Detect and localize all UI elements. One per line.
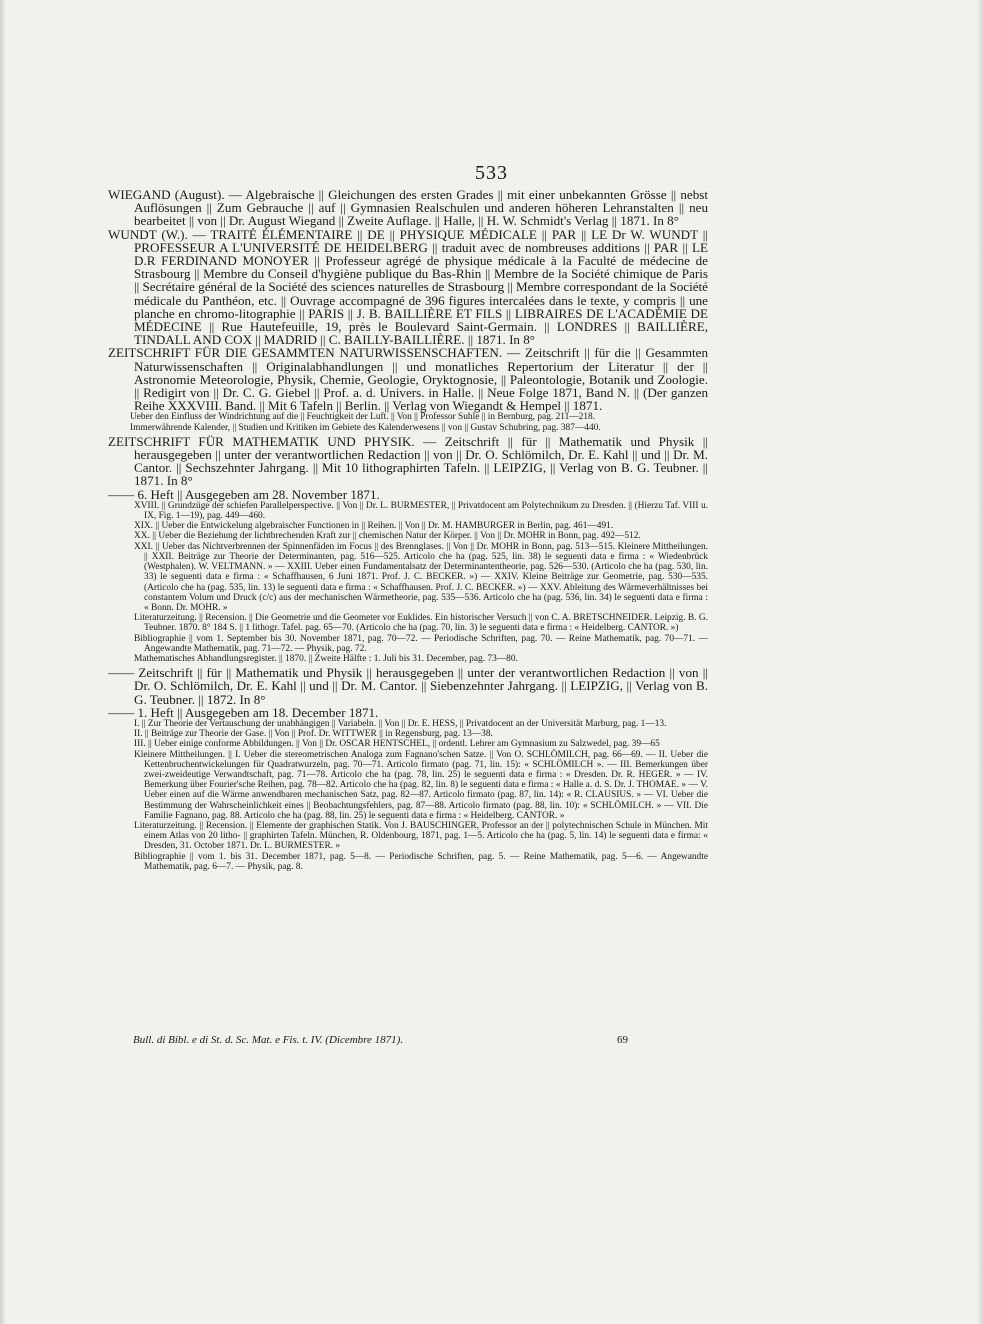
entry-wundt: WUNDT (W.). — TRAITÉ ÉLÉMENTAIRE || DE || PHYSIQUE MÉDICALE || PAR || LE Dr W. WUNDT || PROFESSEUR A L'UNIVERSITÉ DE HEIDELBERG || traduit avec de nombreuses additions || PAR || LE D.R FERDINAND MONOYER || Professeur agrégé de physique médicale à la Faculté de médecine de Strasbourg || Membre du Conseil d'hygiène publique du Bas-Rhin || Membre de la Société chimique de Paris || Secrétaire général de la Société des sciences naturelles de Strasbourg || Membre correspondant de la Société médicale du Panthéon, etc. || Ouvrage accompagné de 396 figures intercalées dans le texte, y compris || une planche en chromo-litographie || PARIS || J. B. BAILLIÈRE ET FILS || LIBRAIRES DE L'ACADÉMIE DE MÉDECINE || Rue Hautefeuille, 19, près le Boulevard Saint-Germain. || LONDRES || BAILLIÈRE, TINDALL AND COX || MADRID || C. BAILLY-BAILLIÈRE. || 1871. In 8° [108, 226, 708, 348]
article-xx: XX. || Ueber die Beziehung der lichtbrechenden Kraft zur || chemischen Natur der Körper. || Von || Dr. MOHR in Bonn, pag. 492—512. [134, 531, 641, 542]
entry-zeitschrift-mathematik-1872: —— Zeitschrift || für || Mathematik und Physik || herausgegeben || unter der verantwortlichen Redaction || von || Dr. O. Schlömilch, Dr. E. Kahl || und || Dr. M. Cantor. || Siebenzehnter Jahrgang. || LEIPZIG, || Verlag von B. G. Teubner. || 1872. In 8° [108, 665, 708, 707]
kleinere-mittheilungen: Kleinere Mittheilungen. || I. Ueber die stereometrischen Analoga zum Fagnano'schen Satze. || Von O. SCHLÖMILCH, pag. 66—69. — II. Ueber die Kettenbruchentwickelungen für Quadratwurzeln, pag. 70—71. Articolo firmato (pag. 71, lin. 15): « SCHLÖMILCH ». — III. Bemerkungen über zwei-zweideutige Verwandtschaft, pag. 71—78. Articolo che ha (pag. 78, lin. 25) le seguenti data e firma : « Dresden. Dr. R. HEGER. » — IV. Bemerkung über Fourier'sche Reihen, pag. 78—82. Articolo che ha (pag. 82, lin. 8) le seguenti data e firma : « Halle a. d. S. Dr. J. THOMAE. » — V. Ueber einen auf die Wärme anwendbaren mechanischen Satz, pag. 82—87. Articolo firmato (pag. 87, lin. 14): « R. CLAUSIUS. » — VI. Ueber die Bestimmung der Wahrscheinlichkeit eines || Beobachtungsfehlers, pag. 87—88. Articolo firmato (pag. 88, lin. 10): « SCHLÖMILCH. » — VII. Die Familie Fagnano, pag. 88. Articolo che ha (pag. 88, lin. 25) le seguenti data e firma : « Heidelberg. CANTOR. » [134, 749, 708, 821]
page-number: 533 [475, 162, 508, 184]
article-ii: II. || Beiträge zur Theorie der Gase. || Von || Prof. Dr. WITTWER || in Regensburg, pag. 13—38. [134, 729, 493, 740]
issue-heading-1: —— 1. Heft || Ausgegeben am 18. December 1871. [108, 704, 379, 720]
literaturzeitung-1: Literaturzeitung. || Recension. || Die Geometrie und die Geometer vor Euklides. Ein historischer Versuch || von C. A. BRETSCHNEIDER. Leipzig. B. G. Teubner. 1870. 8° 184 S. || 1 lithogr. Tafel. pag. 65—70. (Articolo che ha (pag. 70, lin. 3) le seguenti data e firma : « Heidelberg. CANTOR. ») [134, 613, 708, 634]
scan-edge-right [977, 0, 983, 1324]
scan-edge-left [0, 0, 6, 1324]
article-xviii: XVIII. || Grundzüge der schiefen Parallelperspective. || Von || Dr. L. BURMESTER, || Privatdocent am Polytechnikum zu Dresden. || (Hierzu Taf. VIII u. IX, Fig. 1—19), pag. 449—460. [134, 500, 708, 522]
article-i: I. || Zur Theorie der Vertauschung der unabhängigen || Variabeln. || Von || Dr. E. HESS, || Privatdocent an der Universität Marburg, pag. 1—13. [134, 718, 667, 729]
article-xxi: XXI. || Ueber das Nichtverbrennen der Spinnenfäden im Focus || des Brennglases. || Von || Dr. MOHR in Bonn, pag. 513—515. Kleinere Mittheilungen. || XXII. Beiträge zur Theorie der Determinanten, pag. 516—525. Articolo che ha (pag. 525, lin. 38) le seguenti data e firma : « Wiedenbrück (Westphalen). W. VELTMANN. » — XXIII. Ueber einen Fundamentalsatz der Determinantentheorie, pag. 526—530. (Articolo che ha (pag. 530, lin. 33) le seguenti data e firma : « Schaffhausen, 6 Juni 1871. Prof. J. C. BECKER. ») — XXIV. Kleine Beiträge zur Geometrie, pag. 530—535. (Articolo che ha (pag. 535, lin. 13) le seguenti data e firma : « Schaffhausen. Prof. J. C. BECKER. ») — XXV. Ableitung des Wärmeverhältnisses bei constantem Volum und Druck (c/c) aus der mechanischen Wärmetheorie, pag. 535—536. Articolo che ha (pag. 536, lin. 34) le seguenti data e firma : « Bonn. Dr. MOHR. » [134, 541, 708, 613]
abhandlungsregister: Mathematisches Abhandlungsregister. || 1870. || Zweite Hälfte : 1. Juli bis 31. December, pag. 73—80. [134, 653, 518, 664]
issue-heading-6: —— 6. Heft || Ausgegeben am 28. November 1871. [108, 486, 380, 502]
entry-zeitschrift-naturwissenschaften: ZEITSCHRIFT FÜR DIE GESAMMTEN NATURWISSENSCHAFTEN. — Zeitschrift || für die || Gesammten Naturwissenschaften || Originalabhandlungen || und monatliches Repertorium der Literatur || der || Astronomie Meteorologie, Physik, Chemie, Geologie, Oryktognosie, || Paleontologie, Botanik und Zoologie. || Redigirt von || Dr. C. G. Giebel || Prof. a. d. Univers. in Halle. || Neue Folge 1871, Band N. || (Der ganzen Reihe XXXVIII. Band. || Mit 6 Tafeln || Berlin. || Verlag von Wiegandt & Hempel || 1871. [108, 345, 708, 414]
bibliographie-1: Bibliographie || vom 1. September bis 30. November 1871, pag. 70—72. — Periodische Schriften, pag. 70. — Reine Mathematik, pag. 70—71. — Angewandte Mathematik, pag. 71—72. — Physik, pag. 72. [134, 633, 708, 654]
entry-wiegand: WIEGAND (August). — Algebraische || Gleichungen des ersten Grades || mit einer unbekannten Grösse || nebst Auflösungen || Zum Gebrauche || auf || Gymnasien Realschulen und anderen höheren Lehranstalten || neu bearbeitet || von || Dr. August Wiegand || Zweite Auflage. || Halle, || H. W. Schmidt's Verlag || 1871. In 8° [108, 187, 708, 229]
footer-citation: Bull. di Bibl. e di St. d. Sc. Mat. e Fis. t. IV. (Dicembre 1871). [133, 1034, 404, 1046]
bibliographie-2: Bibliographie || vom 1. bis 31. December 1871, pag. 5—8. — Periodische Schriften, pag. 5. — Reine Mathematik, pag. 5—6. — Angewandte Mathematik, pag. 6—7. — Physik, pag. 8. [134, 851, 708, 872]
sub-entry-suhle: Ueber den Einfluss der Windrichtung auf die || Feuchtigkeit der Luft. || Von || Professor Suhle || in Bernburg, pag. 211—218. [130, 412, 596, 423]
entry-zeitschrift-mathematik: ZEITSCHRIFT FÜR MATHEMATIK UND PHYSIK. — Zeitschrift || für || Mathematik und Physik || herausgegeben || unter der verantwortlichen Redaction || von || Dr. O. Schlömilch, Dr. E. Kahl || und || Dr. M. Cantor. || Sechszehnter Jahrgang. || Mit 10 lithographirten Tafeln. || LEIPZIG, || Verlag von B. G. Teubner. || 1871. In 8° [108, 433, 708, 489]
bibliography-column [108, 188, 708, 872]
article-iii: III. || Ueber einige conforme Abbildungen. || Von || Dr. OSCAR HENTSCHEL, || ordentl. Lehrer am Gymnasium zu Salzwedel, pag. 39—65 [134, 739, 660, 750]
literaturzeitung-2: Literaturzeitung. || Recension. || Elemente der graphischen Statik. Von J. BAUSCHINGER, Professor an der || polytechnischen Schule in München. Mit einem Atlas von 20 litho- || graphirten Tafeln. München, R. Oldenbourg, 1871, pag. 1—5. Articolo che ha (pag. 5, lin. 14) le seguenti data e firma: « Dresden, 31. October 1871. Dr. L. BURMESTER. » [134, 820, 708, 852]
article-xix: XIX. || Ueber die Entwickelung algebraischer Functionen in || Reihen. || Von || Dr. M. HAMBURGER in Berlin, pag. 461—491. [134, 521, 614, 532]
footer-signature: 69 [617, 1034, 628, 1046]
sub-entry-schubring: Immerwährende Kalender, || Studien und Kritiken im Gebiete des Kalenderwesens || von || Gustav Schubring, pag. 387—440. [130, 422, 601, 433]
